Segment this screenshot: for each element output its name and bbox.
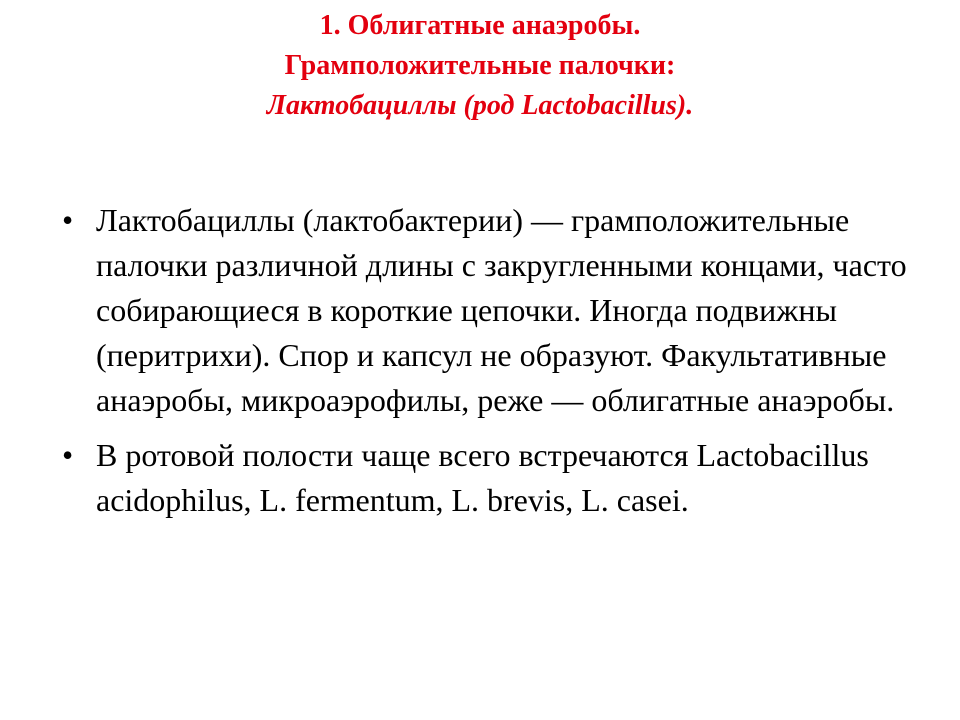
bullet-item: [62, 198, 912, 423]
title-line-2: Грамположительные палочки:: [284, 50, 676, 81]
bullet-icon: •: [62, 202, 74, 238]
title-line-3: Лактобациллы (род Lactobacillus).: [266, 90, 694, 121]
bullet-icon: •: [62, 437, 74, 473]
bullet-text: В ротовой полости чаще всего встречаются Lactobacillus acidophilus, L. fermentum, L. brevis, L. casei.: [96, 437, 869, 518]
bullet-text: Лактобациллы (лактобактерии) — грамположительные палочки различной длины с закругленными концами, часто собирающиеся в короткие цепочки. Иногда подвижны (перитрихи). Спор и капсул не образуют. Факультативные анаэробы, микроаэрофилы, реже — облигатные анаэробы.: [96, 202, 907, 418]
title-line-1: 1. Облигатные анаэробы.: [319, 10, 641, 41]
bullet-item: [62, 433, 912, 523]
bullet-list: [62, 198, 912, 533]
slide-title: [60, 6, 900, 126]
